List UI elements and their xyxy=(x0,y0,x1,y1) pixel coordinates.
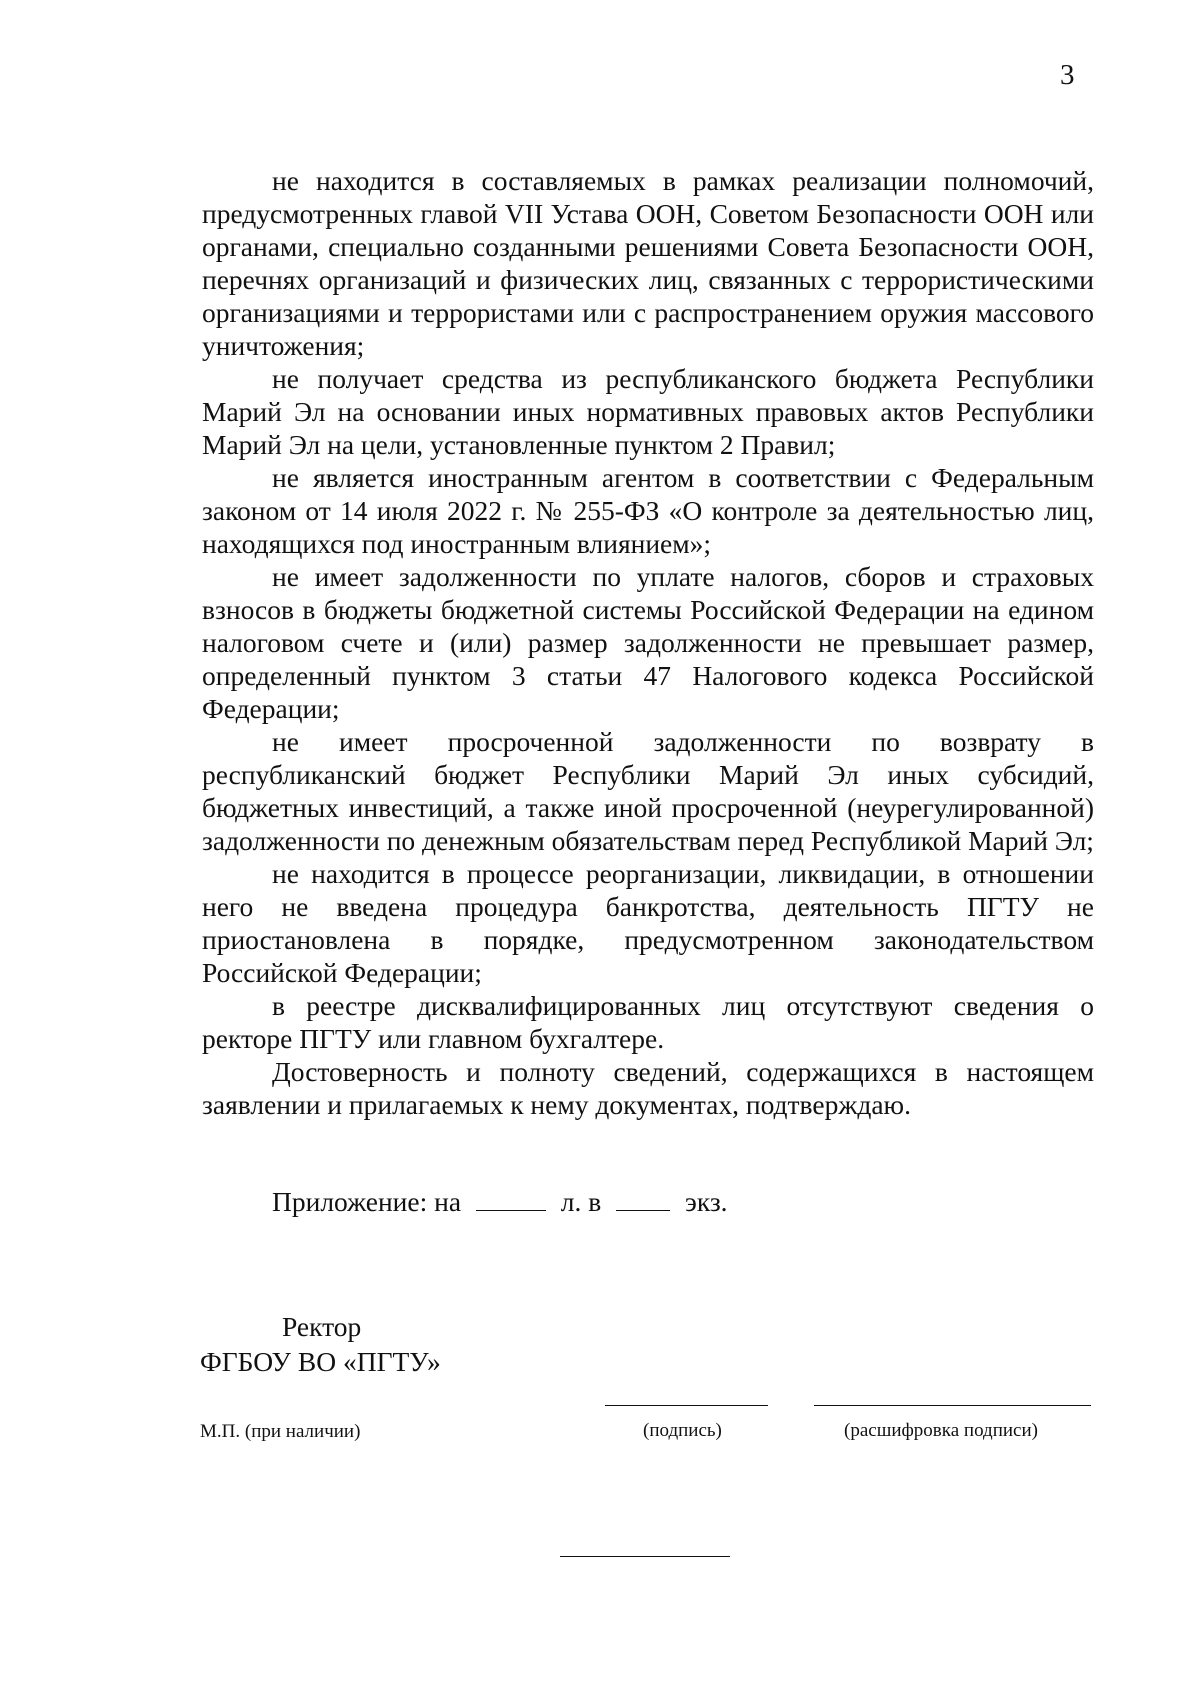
appendix-pages-blank xyxy=(476,1186,546,1211)
signature-decoding-label: (расшифровка подписи) xyxy=(844,1420,1038,1441)
footer-divider xyxy=(560,1556,730,1557)
appendix-line xyxy=(272,1185,728,1218)
paragraph-budget-funds: не получает средства из республиканского бюджета Республики Марий Эл на основании иных нормативных правовых актов Республики Марий Эл на цели, установленные пунктом 2 Правил; xyxy=(202,363,1094,460)
paragraph-un-sanctions: не находится в составляемых в рамках реализации полномочий, предусмотренных главой VII Устава ООН, Советом Безопасности ООН или органами, специально созданными решениями Совета Безопасности ООН, перечнях организаций и физических лиц, связанных с террористическими организациями и террористами или с распространением оружия массового уничтожения; xyxy=(202,165,1094,361)
paragraph-foreign-agent: не является иностранным агентом в соответствии с Федеральным законом от 14 июля 2022 г. № 255-ФЗ «О контроле за деятельностью лиц, находящихся под иностранным влиянием»; xyxy=(202,462,1094,559)
signatory-title: Ректор xyxy=(282,1311,362,1342)
paragraph-tax-debt: не имеет задолженности по уплате налогов, сборов и страховых взносов в бюджеты бюджетной системы Российской Федерации на едином налоговом счете и (или) размер задолженности не превышает размер, определенный пунктом 3 статьи 47 Налогового кодекса Российской Федерации; xyxy=(202,561,1094,724)
signature-label: (подпись) xyxy=(643,1420,722,1441)
appendix-suffix: экз. xyxy=(685,1186,728,1217)
paragraph-confirmation: Достоверность и полноту сведений, содержащихся в настоящем заявлении и прилагаемых к нему документах, подтверждаю. xyxy=(202,1056,1094,1120)
signatory-organization: ФГБОУ ВО «ПГТУ» xyxy=(200,1346,441,1377)
document-body xyxy=(202,164,1094,1121)
appendix-prefix: Приложение: на xyxy=(272,1186,462,1217)
paragraph-overdue-debt: не имеет просроченной задолженности по возврату в республиканский бюджет Республики Марий Эл иных субсидий, бюджетных инвестиций, а также иной просроченной (неурегулированной) задолженности по денежным обязательствам перед Республикой Марий Эл; xyxy=(202,726,1094,856)
paragraph-reorganization: не находится в процессе реорганизации, ликвидации, в отношении него не введена процедура банкротства, деятельность ПГТУ не приостановлена в порядке, предусмотренном законодательством Российской Федерации; xyxy=(202,858,1094,988)
appendix-middle: л. в xyxy=(560,1186,602,1217)
appendix-copies-blank xyxy=(616,1186,670,1211)
signature-line xyxy=(605,1405,768,1406)
stamp-label: М.П. (при наличии) xyxy=(200,1421,361,1442)
paragraph-disqualified-registry: в реестре дисквалифицированных лиц отсутствуют сведения о ректоре ПГТУ или главном бухгалтере. xyxy=(202,990,1094,1054)
page-number: 3 xyxy=(1060,59,1075,91)
signature-decoding-line xyxy=(814,1405,1091,1406)
